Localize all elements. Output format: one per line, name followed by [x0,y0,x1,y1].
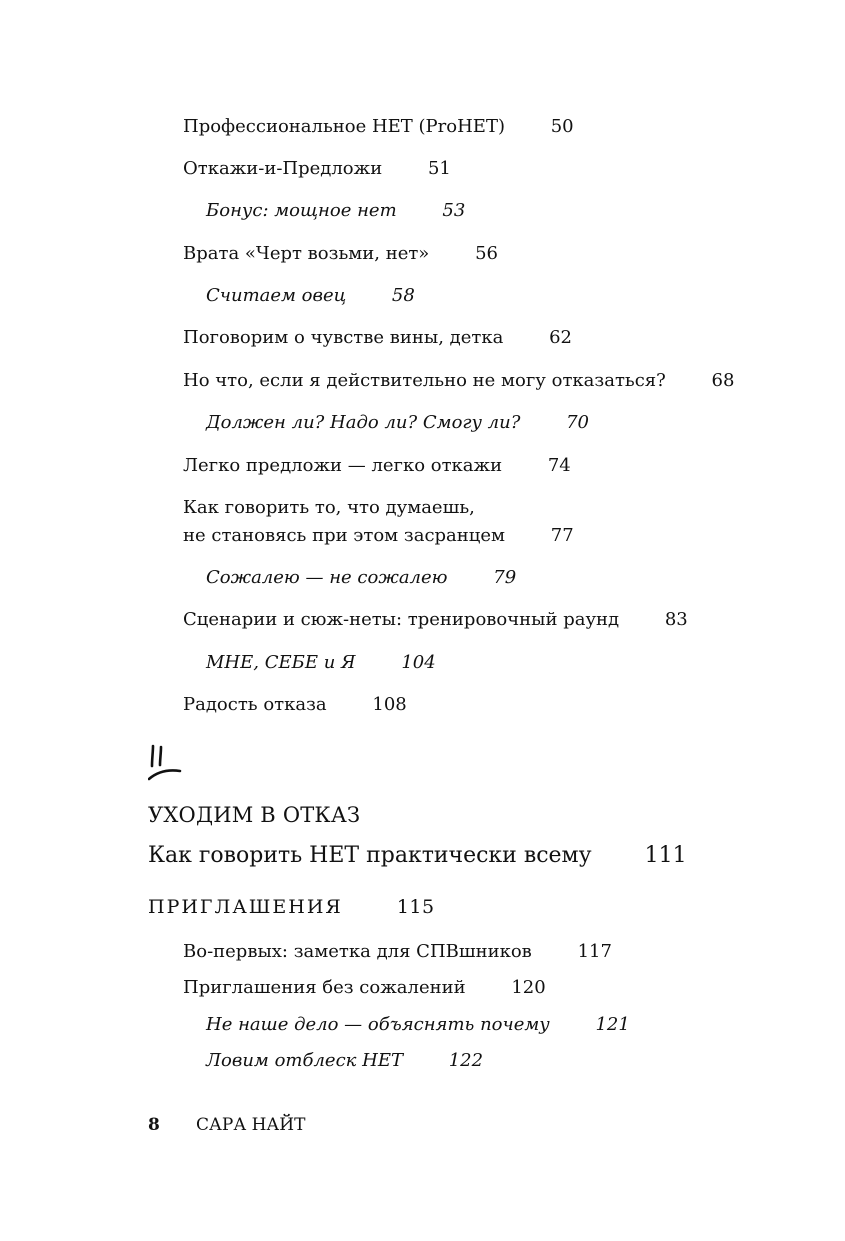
toc-entry-page: 74 [547,455,571,476]
toc-subentry [206,567,516,589]
footer-author: САРА НАЙТ [196,1115,306,1135]
toc-entry-line1 [183,497,475,519]
toc-entry-title: Ловим отблеск НЕТ [206,1050,403,1071]
toc-entry-page: 120 [511,977,546,998]
chapter-title: ПРИГЛАШЕНИЯ [148,896,343,918]
toc-entry [183,116,574,138]
toc-entry [183,327,572,349]
toc-entry [183,694,407,716]
toc-entry-page: 51 [427,158,451,179]
toc-entry-page: 104 [401,652,436,673]
toc-entry-title: Должен ли? Надо ли? Смогу ли? [206,412,521,433]
toc-entry-title: Радость отказа [183,694,327,715]
toc-entry-page: 122 [448,1050,484,1071]
toc-subentry [206,1014,630,1036]
toc-entry-page: 70 [566,412,590,433]
toc-entry [183,941,612,963]
toc-entry-title: Сценарии и сюж-неты: тренировочный раунд [183,609,620,630]
toc-entry [183,977,546,999]
toc-entry-title: Во-первых: заметка для СПВшников [183,941,532,962]
toc-entry [183,370,734,392]
toc-entry-title: не становясь при этом засранцем [183,525,506,546]
toc-entry-title: Профессиональное НЕТ (ProНЕТ) [183,116,505,137]
toc-entry-title: Бонус: мощное нет [206,200,397,221]
toc-entry-page: 50 [550,116,574,137]
toc-entry-title: Сожалею — не сожалею [206,567,448,588]
part-subtitle-page: 111 [644,843,687,868]
part-subtitle [148,841,687,871]
part-numeral-icon [148,744,184,782]
toc-subentry [206,200,465,222]
toc-entry [183,158,451,180]
chapter-page: 115 [396,896,435,918]
toc-entry-page: 121 [595,1014,630,1035]
toc-entry-title: Поговорим о чувстве вины, детка [183,327,504,348]
toc-entry-title: Не наше дело — объяснять почему [206,1014,550,1035]
toc-entry-page: 53 [442,200,466,221]
toc-entry-title: Приглашения без сожалений [183,977,466,998]
footer-page-number: 8 [148,1115,160,1135]
toc-entry-page: 83 [664,609,688,630]
toc-entry [183,609,688,631]
toc-entry-title: Как говорить то, что думаешь, [183,497,475,518]
toc-entry-page: 77 [550,525,574,546]
toc-subentry [206,652,436,674]
part-title: УХОДИМ В ОТКАЗ [148,803,361,827]
toc-entry-title: Врата «Черт возьми, нет» [183,243,430,264]
toc-entry [183,525,574,547]
toc-entry-page: 68 [711,370,735,391]
toc-entry-title: МНЕ, СЕБЕ и Я [206,652,356,673]
toc-entry-page: 56 [475,243,498,264]
chapter-heading [148,893,435,921]
toc-entry [183,455,571,477]
toc-entry-title: Считаем овец [206,285,347,306]
toc-entry-title: Но что, если я действительно не могу отказаться? [183,370,666,391]
toc-subentry [206,412,589,434]
toc-subentry [206,1050,483,1072]
part-subtitle-text: Как говорить НЕТ практически всему [148,843,592,868]
toc-entry-title: Откажи-и-Предложи [183,158,383,179]
toc-entry-title: Легко предложи — легко откажи [183,455,503,476]
toc-entry-page: 62 [549,327,572,348]
toc-subentry [206,285,415,307]
toc-entry-page: 108 [372,694,407,715]
toc-entry [183,243,498,265]
toc-entry-page: 117 [577,941,612,962]
toc-entry-page: 79 [493,567,517,588]
toc-entry-page: 58 [391,285,415,306]
